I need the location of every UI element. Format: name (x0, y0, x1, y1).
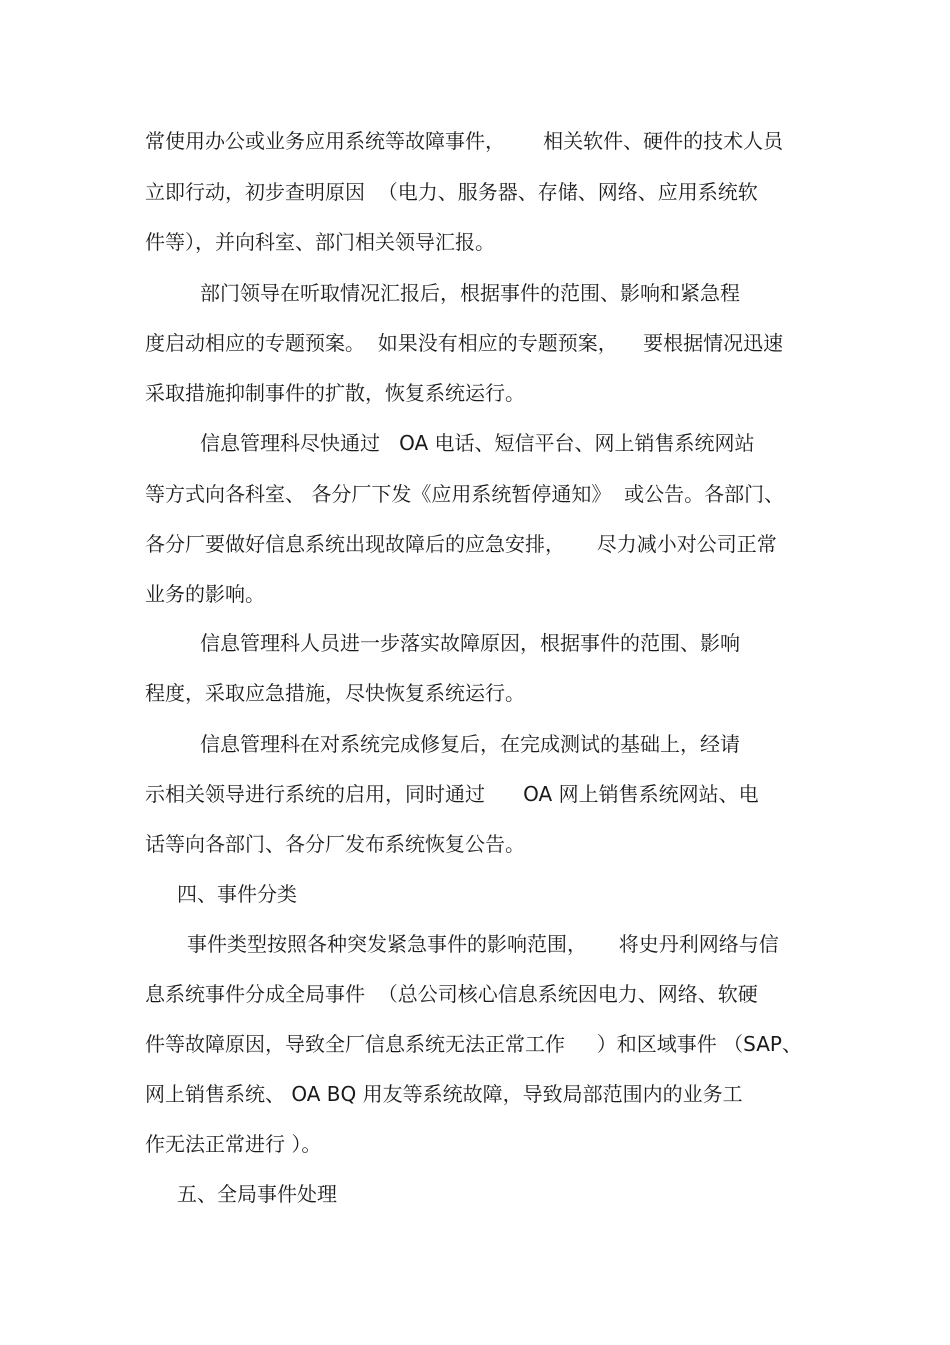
paragraph-4-line-2: 程度，采取应急措施，尽快恢复系统运行。 (145, 681, 525, 705)
paragraph-6-line-5: 作无法正常进行 ）。 (145, 1132, 322, 1156)
paragraph-6-line-3: 件等故障原因，导致全厂信息系统无法正常工作 ）和区域事件 （SAP、 (145, 1032, 802, 1056)
paragraph-6-line-1: 事件类型按照各种突发紧急事件的影响范围， 将史丹利网络与信 (187, 932, 779, 956)
paragraph-3-line-2: 等方式向各科室、 各分厂下发《应用系统暂停通知》 或公告。各部门、 (145, 482, 785, 506)
paragraph-5-line-1: 信息管理科在对系统完成修复后，在完成测试的基础上，经请 (200, 732, 740, 756)
paragraph-3-line-1: 信息管理科尽快通过 OA 电话、短信平台、网上销售系统网站 (200, 431, 755, 455)
paragraph-3-line-4: 业务的影响。 (145, 582, 265, 606)
paragraph-5-line-2: 示相关领导进行系统的启用，同时通过 OA 网上销售系统网站、电 (145, 782, 759, 806)
section-heading-5: 五、全局事件处理 (177, 1182, 337, 1206)
paragraph-2-line-2: 度启动相应的专题预案。 如果没有相应的专题预案， 要根据情况迅速 (145, 331, 784, 355)
paragraph-4-line-1: 信息管理科人员进一步落实故障原因，根据事件的范围、影响 (200, 631, 740, 655)
section-heading-4: 四、事件分类 (177, 882, 297, 906)
paragraph-5-line-3: 话等向各部门、各分厂发布系统恢复公告。 (145, 832, 525, 856)
paragraph-1-line-1: 常使用办公或业务应用系统等故障事件， 相关软件、硬件的技术人员 (145, 129, 784, 153)
paragraph-1-line-2: 立即行动，初步查明原因 （电力、服务器、存储、网络、应用系统软 (145, 180, 758, 204)
paragraph-2-line-1: 部门领导在听取情况汇报后，根据事件的范围、影响和紧急程 (200, 281, 740, 305)
paragraph-1-line-3: 件等），并向科室、部门相关领导汇报。 (145, 230, 495, 254)
paragraph-3-line-3: 各分厂要做好信息系统出现故障后的应急安排， 尽力减小对公司正常 (145, 532, 777, 556)
paragraph-6-line-4: 网上销售系统、 OA BQ 用友等系统故障，导致局部范围内的业务工 (145, 1082, 743, 1106)
paragraph-6-line-2: 息系统事件分成全局事件 （总公司核心信息系统因电力、网络、软硬 (145, 982, 758, 1006)
paragraph-2-line-3: 采取措施抑制事件的扩散，恢复系统运行。 (145, 381, 525, 405)
